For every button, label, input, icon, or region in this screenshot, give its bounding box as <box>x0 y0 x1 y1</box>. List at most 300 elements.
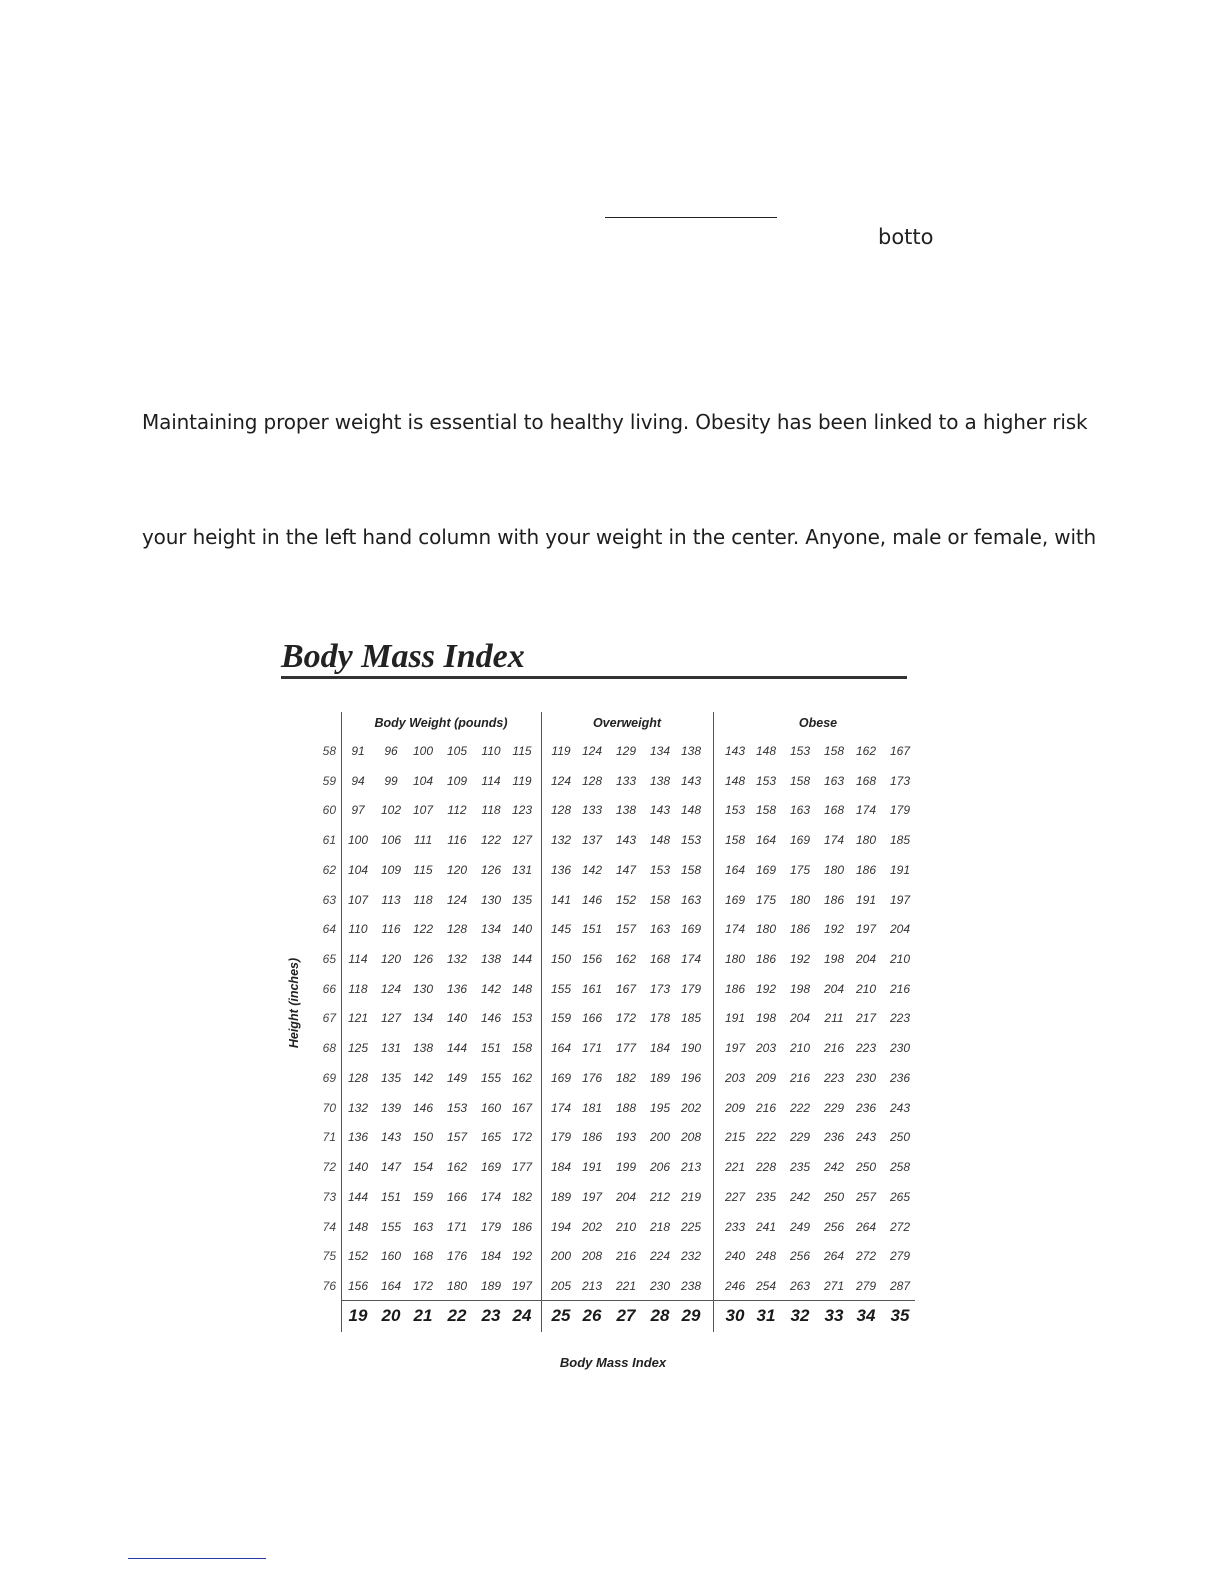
weight-cell: 189 <box>550 1189 572 1204</box>
weight-cell: 192 <box>823 922 845 937</box>
weight-cell: 287 <box>889 1278 911 1293</box>
bmi-value: 33 <box>824 1306 844 1325</box>
weight-cell: 146 <box>581 892 603 907</box>
weight-cell: 192 <box>511 1249 533 1264</box>
weight-cell: 119 <box>551 744 571 758</box>
weight-cell: 197 <box>511 1278 533 1293</box>
weight-cell: 177 <box>511 1160 533 1175</box>
weight-cell: 216 <box>823 1041 845 1056</box>
weight-cell: 174 <box>680 952 702 967</box>
weight-cell: 155 <box>380 1219 402 1234</box>
weight-cell: 130 <box>412 981 434 996</box>
weight-cell: 171 <box>446 1219 468 1234</box>
weight-cell: 130 <box>480 892 502 907</box>
weight-cell: 138 <box>680 744 702 758</box>
weight-cell: 148 <box>347 1219 369 1234</box>
weight-cell: 184 <box>550 1160 572 1175</box>
weight-cell: 118 <box>413 892 433 907</box>
weight-cell: 120 <box>380 952 402 967</box>
weight-cell: 180 <box>855 833 877 848</box>
height-label: 76 <box>322 1278 336 1293</box>
weight-cell: 250 <box>889 1130 911 1145</box>
weight-cell: 143 <box>724 744 746 758</box>
weight-cell: 153 <box>724 803 746 818</box>
weight-cell: 217 <box>855 1011 877 1026</box>
weight-cell: 148 <box>511 981 533 996</box>
weight-cell: 204 <box>615 1189 637 1204</box>
weight-cell: 151 <box>480 1041 502 1056</box>
weight-cell: 182 <box>511 1189 533 1204</box>
weight-cell: 186 <box>855 862 877 877</box>
weight-cell: 272 <box>855 1249 877 1264</box>
weight-cell: 248 <box>755 1249 777 1264</box>
weight-cell: 152 <box>615 892 637 907</box>
weight-cell: 144 <box>347 1189 369 1204</box>
weight-cell: 157 <box>446 1130 468 1145</box>
weight-cell: 185 <box>889 833 911 848</box>
weight-cell: 182 <box>615 1070 637 1085</box>
weight-cell: 191 <box>581 1160 603 1175</box>
weight-cell: 140 <box>511 922 533 937</box>
weight-cell: 149 <box>446 1070 468 1085</box>
weight-cell: 241 <box>755 1219 777 1234</box>
weight-cell: 230 <box>649 1278 671 1293</box>
bmi-value: 26 <box>582 1306 602 1325</box>
weight-cell: 279 <box>889 1249 911 1264</box>
weight-cell: 265 <box>889 1189 911 1204</box>
weight-cell: 143 <box>380 1130 402 1145</box>
weight-cell: 146 <box>480 1011 502 1026</box>
weight-cell: 160 <box>380 1249 402 1264</box>
weight-cell: 236 <box>823 1130 845 1145</box>
weight-cell: 135 <box>380 1070 402 1085</box>
bmi-value: 32 <box>790 1306 810 1325</box>
weight-cell: 216 <box>755 1100 777 1115</box>
weight-cell: 128 <box>550 803 572 818</box>
bmi-value: 20 <box>381 1306 401 1325</box>
weight-cell: 99 <box>384 773 398 788</box>
weight-cell: 192 <box>755 981 777 996</box>
weight-cell: 197 <box>889 892 911 907</box>
bmi-value: 29 <box>681 1306 701 1325</box>
weight-cell: 131 <box>380 1041 402 1056</box>
weight-cell: 216 <box>889 981 911 996</box>
weight-cell: 158 <box>755 803 777 818</box>
weight-cell: 94 <box>351 773 365 788</box>
weight-cell: 199 <box>615 1160 637 1175</box>
weight-cell: 164 <box>755 833 777 848</box>
bmi-value: 31 <box>756 1306 776 1325</box>
weight-cell: 208 <box>581 1249 603 1264</box>
weight-cell: 163 <box>412 1219 434 1234</box>
weight-cell: 159 <box>412 1189 434 1204</box>
weight-cell: 127 <box>380 1011 402 1026</box>
weight-cell: 233 <box>724 1219 746 1234</box>
weight-cell: 165 <box>480 1130 502 1145</box>
height-label: 61 <box>322 833 336 848</box>
weight-cell: 128 <box>446 922 468 937</box>
height-label: 64 <box>322 922 336 937</box>
weight-cell: 172 <box>511 1130 533 1145</box>
weight-cell: 203 <box>724 1070 746 1085</box>
weight-cell: 174 <box>855 803 877 818</box>
weight-cell: 232 <box>680 1249 702 1264</box>
weight-cell: 140 <box>446 1011 468 1026</box>
weight-cell: 157 <box>615 922 637 937</box>
weight-cell: 97 <box>351 803 365 818</box>
weight-cell: 124 <box>446 892 468 907</box>
weight-cell: 152 <box>347 1249 369 1264</box>
bmi-row-rule <box>341 1300 915 1301</box>
weight-cell: 100 <box>347 833 369 848</box>
weight-cell: 175 <box>789 862 811 877</box>
weight-cell: 196 <box>680 1070 702 1085</box>
weight-cell: 256 <box>789 1249 811 1264</box>
weight-cell: 229 <box>789 1130 811 1145</box>
weight-cell: 258 <box>889 1160 911 1175</box>
weight-cell: 188 <box>615 1100 637 1115</box>
weight-cell: 134 <box>412 1011 434 1026</box>
weight-cell: 219 <box>680 1189 702 1204</box>
weight-cell: 164 <box>724 862 746 877</box>
weight-cell: 194 <box>550 1219 572 1234</box>
bmi-value: 21 <box>413 1306 433 1325</box>
weight-cell: 242 <box>823 1160 845 1175</box>
weight-cell: 225 <box>680 1219 702 1234</box>
weight-cell: 230 <box>889 1041 911 1056</box>
weight-cell: 169 <box>755 862 777 877</box>
text-fragment: botto <box>878 225 934 249</box>
weight-cell: 127 <box>511 833 533 848</box>
weight-cell: 132 <box>550 833 572 848</box>
weight-cell: 181 <box>581 1100 603 1115</box>
height-label: 69 <box>322 1070 336 1085</box>
weight-cell: 210 <box>855 981 877 996</box>
weight-cell: 118 <box>348 981 368 996</box>
weight-cell: 154 <box>412 1160 434 1175</box>
weight-cell: 230 <box>855 1070 877 1085</box>
weight-cell: 91 <box>351 744 365 758</box>
weight-cell: 168 <box>855 773 877 788</box>
y-axis-label: Height (inches) <box>287 957 301 1049</box>
group-header-body-weight: Body Weight (pounds) <box>374 716 508 730</box>
weight-cell: 102 <box>380 803 402 818</box>
weight-cell: 256 <box>823 1219 845 1234</box>
weight-cell: 167 <box>511 1100 533 1115</box>
weight-cell: 138 <box>649 773 671 788</box>
weight-cell: 116 <box>447 833 467 848</box>
weight-cell: 185 <box>680 1011 702 1026</box>
weight-cell: 186 <box>823 892 845 907</box>
weight-cell: 223 <box>889 1011 911 1026</box>
weight-cell: 153 <box>446 1100 468 1115</box>
weight-cell: 158 <box>680 862 702 877</box>
weight-cell: 167 <box>615 981 637 996</box>
weight-cell: 142 <box>480 981 502 996</box>
weight-cell: 166 <box>581 1011 603 1026</box>
weight-cell: 112 <box>447 803 467 818</box>
weight-cell: 141 <box>550 892 572 907</box>
weight-cell: 186 <box>789 922 811 937</box>
weight-cell: 218 <box>649 1219 671 1234</box>
weight-cell: 143 <box>615 833 637 848</box>
weight-cell: 243 <box>855 1130 877 1145</box>
weight-cell: 114 <box>481 773 501 788</box>
weight-cell: 174 <box>823 833 845 848</box>
weight-cell: 177 <box>615 1041 637 1056</box>
weight-cell: 202 <box>581 1219 603 1234</box>
weight-cell: 186 <box>724 981 746 996</box>
weight-cell: 191 <box>855 892 877 907</box>
weight-cell: 104 <box>347 862 369 877</box>
height-label: 71 <box>322 1130 336 1145</box>
weight-cell: 180 <box>823 862 845 877</box>
divider-obese <box>713 712 714 1332</box>
weight-cell: 163 <box>649 922 671 937</box>
bmi-value: 24 <box>512 1306 532 1325</box>
weight-cell: 109 <box>446 773 468 788</box>
weight-cell: 151 <box>581 922 603 937</box>
weight-cell: 243 <box>889 1100 911 1115</box>
weight-cell: 153 <box>511 1011 533 1026</box>
weight-cell: 216 <box>615 1249 637 1264</box>
weight-cell: 96 <box>384 744 398 758</box>
weight-cell: 197 <box>855 922 877 937</box>
weight-cell: 271 <box>823 1278 845 1293</box>
weight-cell: 158 <box>724 833 746 848</box>
weight-cell: 125 <box>347 1041 369 1056</box>
weight-cell: 148 <box>724 773 746 788</box>
weight-cell: 107 <box>412 803 434 818</box>
bmi-chart-title: Body Mass Index <box>281 638 525 675</box>
weight-cell: 229 <box>823 1100 845 1115</box>
weight-cell: 250 <box>855 1160 877 1175</box>
weight-cell: 213 <box>680 1160 702 1175</box>
weight-cell: 142 <box>412 1070 434 1085</box>
weight-cell: 190 <box>680 1041 702 1056</box>
weight-cell: 179 <box>480 1219 502 1234</box>
weight-cell: 153 <box>680 833 702 848</box>
weight-cell: 257 <box>855 1189 877 1204</box>
weight-cell: 205 <box>550 1278 572 1293</box>
x-axis-label: Body Mass Index <box>559 1355 667 1370</box>
weight-cell: 224 <box>649 1249 671 1264</box>
weight-cell: 138 <box>480 952 502 967</box>
weight-cell: 216 <box>789 1070 811 1085</box>
weight-cell: 174 <box>480 1189 502 1204</box>
weight-cell: 222 <box>789 1100 811 1115</box>
weight-cell: 178 <box>649 1011 671 1026</box>
footnote-link-rule <box>128 1558 266 1559</box>
weight-cell: 180 <box>789 892 811 907</box>
bmi-value: 27 <box>616 1306 636 1325</box>
weight-cell: 115 <box>512 744 532 758</box>
weight-cell: 240 <box>724 1249 746 1264</box>
weight-cell: 135 <box>511 892 533 907</box>
weight-cell: 180 <box>724 952 746 967</box>
weight-cell: 158 <box>649 892 671 907</box>
weight-cell: 204 <box>855 952 877 967</box>
weight-cell: 193 <box>615 1130 637 1145</box>
bmi-value: 23 <box>481 1306 501 1325</box>
weight-cell: 109 <box>380 862 402 877</box>
height-label: 66 <box>322 981 336 996</box>
weight-cell: 212 <box>649 1189 671 1204</box>
weight-cell: 222 <box>755 1130 777 1145</box>
weight-cell: 122 <box>480 833 502 848</box>
weight-cell: 110 <box>348 922 368 937</box>
weight-cell: 162 <box>446 1160 468 1175</box>
bmi-value: 34 <box>856 1306 876 1325</box>
height-label: 68 <box>322 1041 336 1056</box>
weight-cell: 191 <box>889 862 911 877</box>
weight-cell: 144 <box>511 952 533 967</box>
weight-cell: 160 <box>480 1100 502 1115</box>
bmi-value: 22 <box>447 1306 467 1325</box>
weight-cell: 128 <box>581 773 603 788</box>
weight-cell: 120 <box>446 862 468 877</box>
weight-cell: 213 <box>581 1278 603 1293</box>
weight-cell: 238 <box>680 1278 702 1293</box>
weight-cell: 164 <box>550 1041 572 1056</box>
weight-cell: 150 <box>550 952 572 967</box>
weight-cell: 223 <box>855 1041 877 1056</box>
weight-cell: 175 <box>755 892 777 907</box>
weight-cell: 168 <box>412 1249 434 1264</box>
weight-cell: 156 <box>347 1278 369 1293</box>
weight-cell: 118 <box>481 803 501 818</box>
weight-cell: 179 <box>889 803 911 818</box>
weight-cell: 148 <box>680 803 702 818</box>
bmi-value: 25 <box>551 1306 571 1325</box>
height-label: 63 <box>322 892 336 907</box>
bmi-value: 30 <box>725 1306 745 1325</box>
weight-cell: 198 <box>823 952 845 967</box>
weight-cell: 137 <box>581 833 603 848</box>
height-label: 62 <box>322 862 336 877</box>
weight-cell: 168 <box>823 803 845 818</box>
height-label: 67 <box>322 1011 336 1026</box>
weight-cell: 236 <box>855 1100 877 1115</box>
weight-cell: 163 <box>823 773 845 788</box>
weight-cell: 195 <box>649 1100 671 1115</box>
weight-cell: 171 <box>581 1041 603 1056</box>
weight-cell: 138 <box>615 803 637 818</box>
weight-cell: 144 <box>446 1041 468 1056</box>
weight-cell: 179 <box>550 1130 572 1145</box>
weight-cell: 209 <box>724 1100 746 1115</box>
weight-cell: 246 <box>724 1278 746 1293</box>
weight-cell: 227 <box>724 1189 746 1204</box>
weight-cell: 235 <box>755 1189 777 1204</box>
weight-cell: 169 <box>680 922 702 937</box>
weight-cell: 100 <box>412 744 434 758</box>
height-label: 60 <box>322 803 336 818</box>
weight-cell: 133 <box>581 803 603 818</box>
weight-cell: 105 <box>446 744 468 758</box>
weight-cell: 110 <box>481 744 501 758</box>
weight-cell: 162 <box>615 952 637 967</box>
title-underline <box>281 676 907 679</box>
weight-cell: 176 <box>446 1249 468 1264</box>
weight-cell: 172 <box>615 1011 637 1026</box>
weight-cell: 113 <box>381 892 401 907</box>
weight-cell: 132 <box>446 952 468 967</box>
weight-cell: 136 <box>550 862 572 877</box>
weight-cell: 162 <box>855 744 877 758</box>
weight-cell: 169 <box>480 1160 502 1175</box>
weight-cell: 264 <box>823 1249 845 1264</box>
weight-cell: 126 <box>412 952 434 967</box>
weight-cell: 203 <box>755 1041 777 1056</box>
bmi-value: 35 <box>890 1306 910 1325</box>
weight-cell: 153 <box>649 862 671 877</box>
weight-cell: 200 <box>649 1130 671 1145</box>
weight-cell: 145 <box>550 922 572 937</box>
weight-cell: 116 <box>381 922 401 937</box>
weight-cell: 132 <box>347 1100 369 1115</box>
weight-cell: 186 <box>581 1130 603 1145</box>
weight-cell: 161 <box>581 981 603 996</box>
weight-cell: 180 <box>755 922 777 937</box>
height-label: 58 <box>322 744 336 758</box>
weight-cell: 250 <box>823 1189 845 1204</box>
weight-cell: 124 <box>550 773 572 788</box>
weight-cell: 136 <box>347 1130 369 1145</box>
weight-cell: 134 <box>480 922 502 937</box>
weight-cell: 153 <box>755 773 777 788</box>
weight-cell: 146 <box>412 1100 434 1115</box>
weight-cell: 139 <box>380 1100 402 1115</box>
weight-cell: 115 <box>413 862 433 877</box>
weight-cell: 263 <box>789 1278 811 1293</box>
weight-cell: 204 <box>789 1011 811 1026</box>
paragraph-line-2: your height in the left hand column with your weight in the center. Anyone, male or female, with <box>142 525 1097 549</box>
height-label: 75 <box>322 1249 336 1264</box>
height-label: 70 <box>322 1100 336 1115</box>
group-header-obese: Obese <box>798 716 838 730</box>
weight-cell: 174 <box>550 1100 572 1115</box>
height-label: 72 <box>322 1160 336 1175</box>
weight-cell: 172 <box>412 1278 434 1293</box>
weight-cell: 156 <box>581 952 603 967</box>
weight-cell: 128 <box>347 1070 369 1085</box>
weight-cell: 148 <box>649 833 671 848</box>
height-label: 59 <box>322 773 336 788</box>
weight-cell: 159 <box>550 1011 572 1026</box>
weight-cell: 138 <box>412 1041 434 1056</box>
weight-cell: 166 <box>446 1189 468 1204</box>
weight-cell: 151 <box>380 1189 402 1204</box>
weight-cell: 198 <box>789 981 811 996</box>
weight-cell: 198 <box>755 1011 777 1026</box>
weight-cell: 124 <box>581 744 603 758</box>
weight-cell: 158 <box>823 744 845 758</box>
weight-cell: 122 <box>412 922 434 937</box>
weight-cell: 163 <box>680 892 702 907</box>
weight-cell: 209 <box>755 1070 777 1085</box>
weight-cell: 208 <box>680 1130 702 1145</box>
weight-cell: 202 <box>680 1100 702 1115</box>
weight-cell: 158 <box>789 773 811 788</box>
weight-cell: 210 <box>889 952 911 967</box>
weight-cell: 223 <box>823 1070 845 1085</box>
weight-cell: 235 <box>789 1160 811 1175</box>
weight-cell: 200 <box>550 1249 572 1264</box>
underline-rule-top <box>605 217 777 218</box>
height-label: 74 <box>322 1219 336 1234</box>
weight-cell: 186 <box>511 1219 533 1234</box>
